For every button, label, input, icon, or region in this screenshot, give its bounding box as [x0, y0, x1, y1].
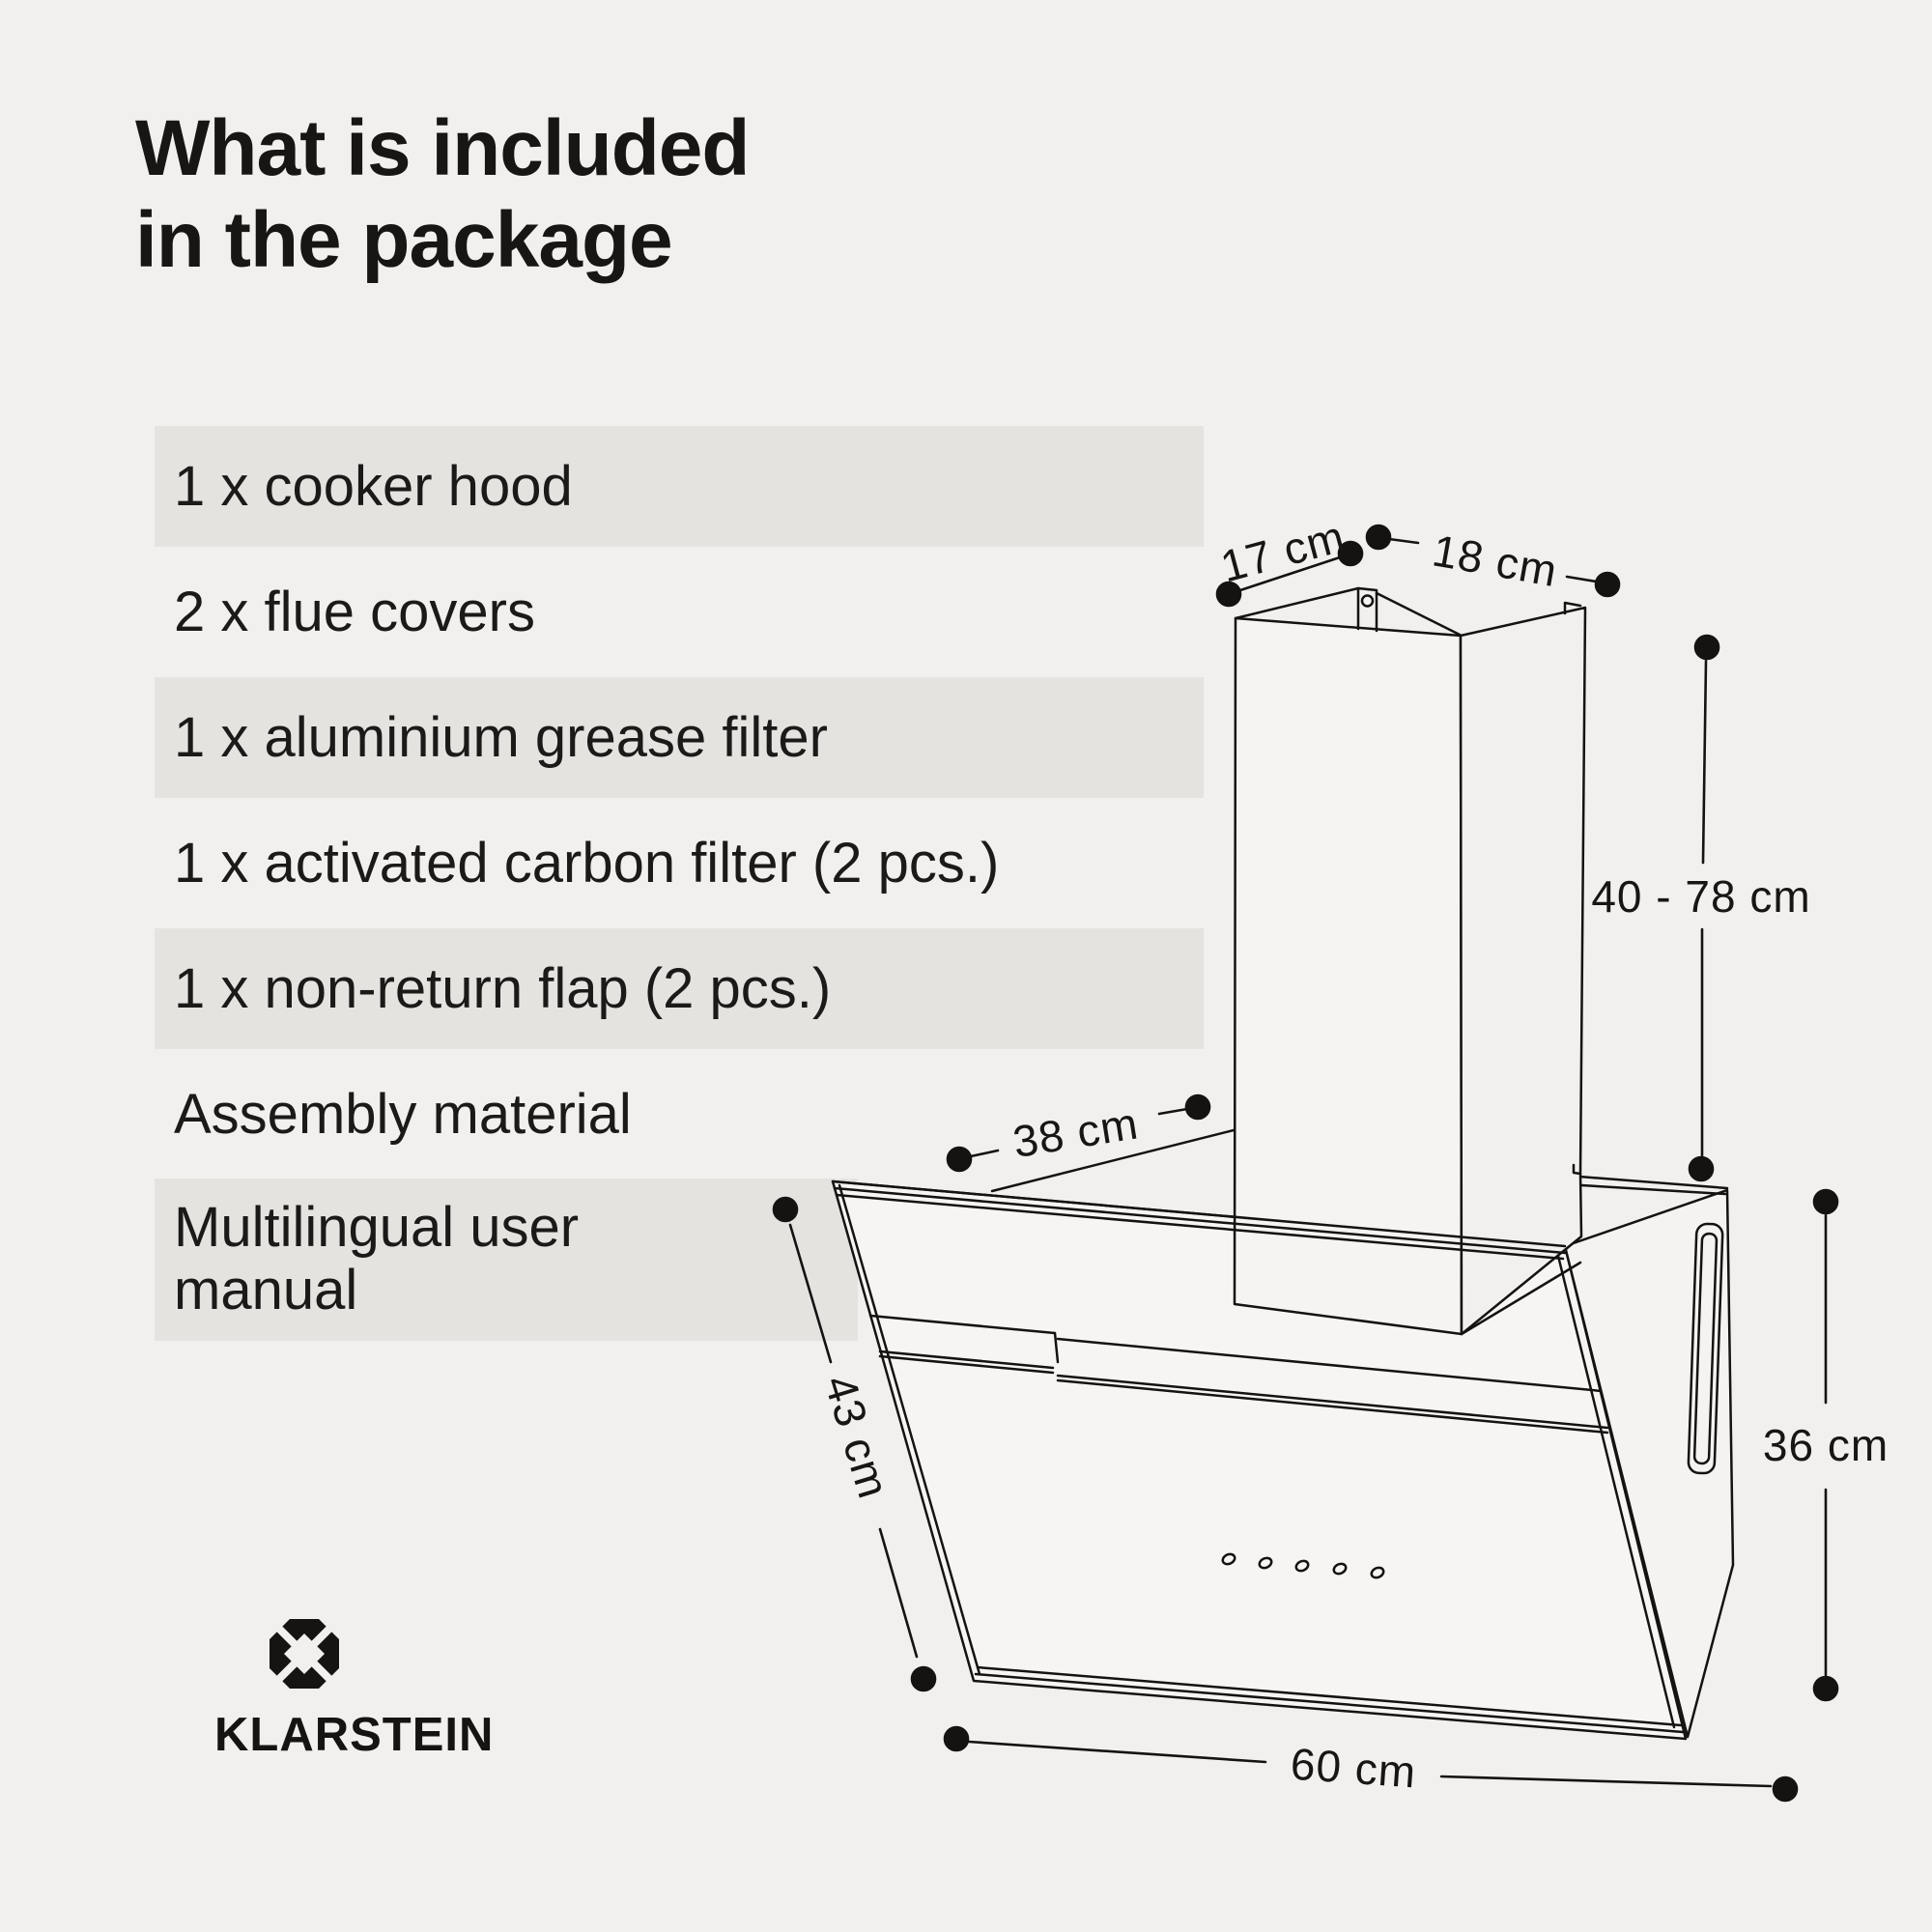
dim-hood-width: 60 cm — [1289, 1738, 1418, 1798]
list-item-label: Multilingual user manual — [174, 1196, 580, 1321]
list-item-label: 1 x aluminium grease filter — [174, 706, 828, 769]
page-title-line-1: What is included — [135, 104, 750, 192]
dim-hood-depth: 38 cm — [1009, 1097, 1142, 1168]
list-item-label: 1 x non-return flap (2 pcs.) — [174, 957, 832, 1020]
dim-body-side-height: 36 cm — [1762, 1420, 1889, 1470]
dim-flue-height-range: 40 - 78 cm — [1591, 871, 1811, 922]
list-item-label: Assembly material — [174, 1082, 632, 1146]
list-item-label: 1 x cooker hood — [174, 455, 573, 518]
dim-flue-top-depth: 18 cm — [1429, 525, 1562, 597]
dim-flue-top-width: 17 cm — [1215, 510, 1350, 592]
dim-glass-front-height: 43 cm — [814, 1369, 900, 1505]
page-title-line-2: in the package — [135, 196, 672, 285]
list-item-label: 1 x activated carbon filter (2 pcs.) — [174, 832, 1000, 895]
brand-name: KLARSTEIN — [214, 1709, 495, 1761]
list-item-label: 2 x flue covers — [174, 581, 535, 643]
